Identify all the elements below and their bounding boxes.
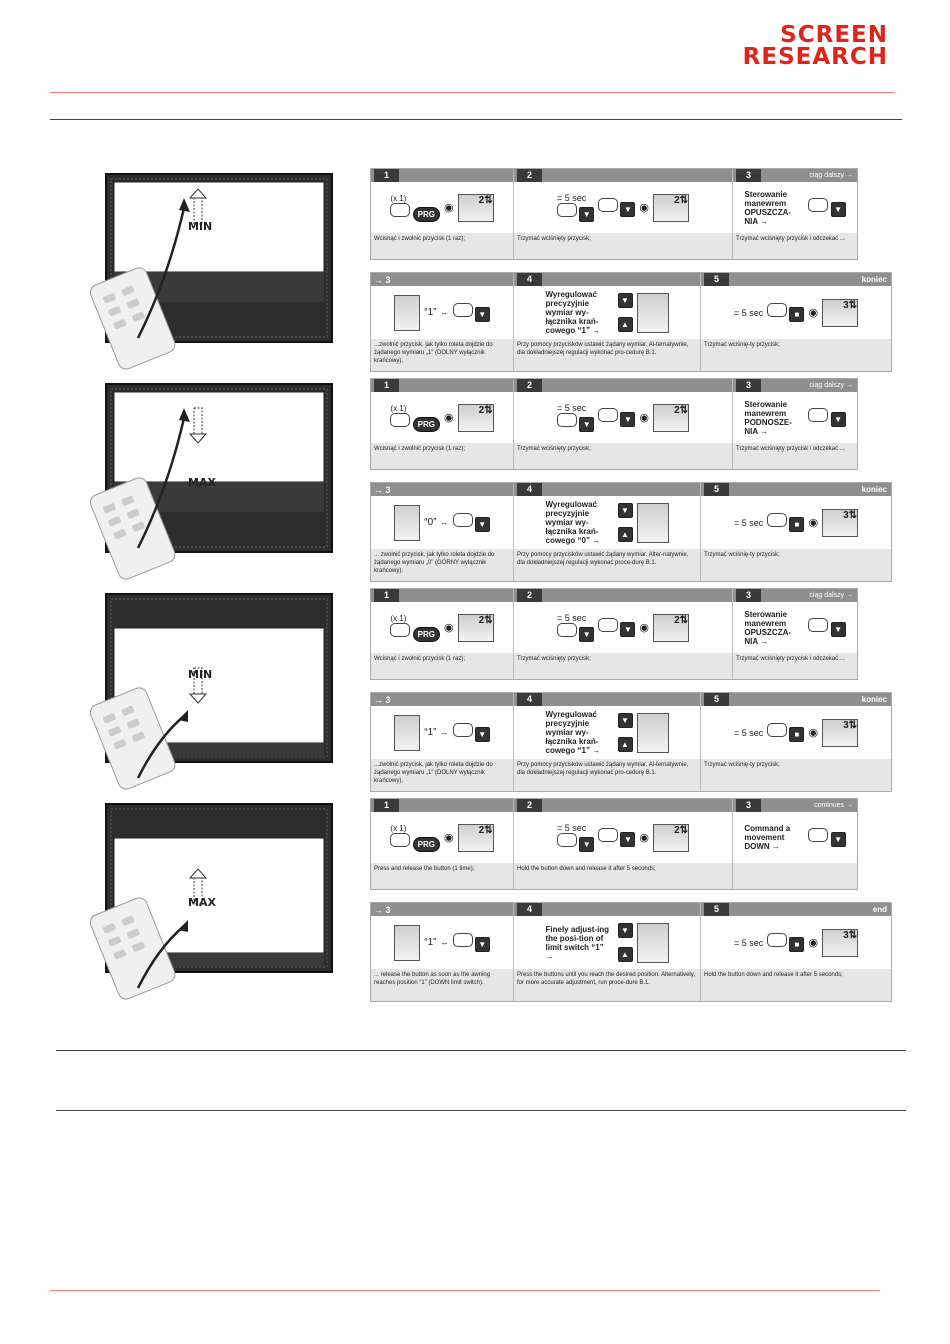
arrow-button-icon: ▼ bbox=[579, 627, 594, 642]
prg-button-icon: PRG bbox=[413, 417, 440, 432]
steps-3-5 bbox=[370, 272, 892, 372]
stop-button-icon: ■ bbox=[789, 937, 804, 952]
footer-divider bbox=[50, 1290, 880, 1291]
text-s5: 5 bbox=[704, 903, 729, 916]
steps-1-3 bbox=[370, 168, 858, 260]
text-tag2: Wyregulować precyzyjnie wymiar wy-łącznika krań-cowego “0” → bbox=[545, 500, 601, 545]
text-d0: ... release the button as soon as the awning reaches position “1” (DOWN limit switch). bbox=[371, 969, 513, 1001]
text-d1: Przy pomocy przycisków ustawić żądany wymiar. Alter-natywnie, dla dokładniejszej regulacji wykonać proce-durę B.1. bbox=[514, 549, 700, 581]
instruction-panel bbox=[370, 588, 892, 793]
text-d2: Trzymać wciśnię-ty przycisk; bbox=[701, 549, 891, 581]
text-x1: (x 1) bbox=[390, 823, 407, 833]
text-d2: Trzymać wciśnię-ty przycisk; bbox=[701, 759, 891, 791]
text-s3: 3 bbox=[736, 169, 761, 182]
text-c1: Trzymać wciśnięty przycisk; bbox=[514, 443, 732, 469]
text-x1: (x 1) bbox=[390, 613, 407, 623]
text-s0: → 3 bbox=[374, 484, 391, 495]
arrow-button-icon: ▼ bbox=[579, 417, 594, 432]
text-s1: 1 bbox=[374, 589, 399, 602]
text-c1: Hold the button down and release it after 5 seconds; bbox=[514, 863, 732, 889]
roller-icon bbox=[394, 715, 420, 751]
eye-icon: ◉ bbox=[639, 622, 650, 634]
eye-icon: ◉ bbox=[639, 832, 650, 844]
text-d0: ...zwolnić przycisk, jak tylko roleta dojdzie do żądanego wymiaru „1” (DOLNY wyłącznik krańcowy). bbox=[371, 759, 513, 791]
section-top-rule bbox=[50, 119, 902, 120]
text-pos: “1” bbox=[424, 307, 437, 318]
end-label: koniec bbox=[861, 485, 887, 494]
hand-icon bbox=[390, 623, 410, 637]
hand-icon bbox=[390, 413, 410, 427]
text-s0: → 3 bbox=[374, 694, 391, 705]
text-d0: ... zwolnić przycisk, jak tylko roleta dojdzie do żądanego wymiaru „0” (GÓRNY wyłącznik krańcowy). bbox=[371, 549, 513, 581]
step-2: 2 = 5 sec ▼ ▼ ◉ 2⇅ Trzymać wciśnięty przycisk; bbox=[514, 379, 733, 469]
continues-label: ciąg dalszy → bbox=[809, 172, 853, 179]
continues-label: continues → bbox=[814, 802, 853, 809]
end-label: end bbox=[872, 905, 887, 914]
text-s1: 1 bbox=[374, 379, 399, 392]
step-1 bbox=[371, 169, 514, 259]
blind-icon: 2⇅ bbox=[458, 614, 494, 642]
hand-icon bbox=[390, 833, 410, 847]
continues-label: ciąg dalszy → bbox=[809, 382, 853, 389]
step-2: 2 = 5 sec ▼ ▼ ◉ 2⇅ Trzymać wciśnięty przycisk; bbox=[514, 169, 733, 259]
text-c0: Wcisnąć i zwolnić przycisk (1 raz); bbox=[371, 653, 513, 679]
text-s5: 5 bbox=[704, 483, 729, 496]
step-5: 5 koniec = 5 sec ■ ◉ 3⇅ Trzymać wciśnię-ty przycisk; bbox=[701, 483, 891, 581]
stop-button-icon: ■ bbox=[789, 307, 804, 322]
text-c1: Trzymać wciśnięty przycisk; bbox=[514, 233, 732, 259]
text-c0: Wcisnąć i zwolnić przycisk (1 raz); bbox=[371, 233, 513, 259]
text-s1: 1 bbox=[374, 169, 399, 182]
step-3-continued: → 3 “1” ↔ ▼ ...zwolnić przycisk, jak tylko roleta dojdzie do żądanego wymiaru „1” (DOLNY wyłącznik krańcowy). bbox=[371, 693, 514, 791]
text-timer2: = 5 sec bbox=[733, 517, 764, 528]
text-s2: 2 bbox=[517, 799, 542, 812]
step-3-continued: → 3 “1” ↔ ▼ ...zwolnić przycisk, jak tylko roleta dojdzie do żądanego wymiaru „1” (DOLNY wyłącznik krańcowy). bbox=[371, 273, 514, 371]
text-c1: Trzymać wciśnięty przycisk; bbox=[514, 653, 732, 679]
steps-3-5 bbox=[370, 482, 892, 582]
step-5: 5 end = 5 sec ■ ◉ 3⇅ Hold the button down and release it after 5 seconds; bbox=[701, 903, 891, 1001]
screen-illustration bbox=[78, 378, 336, 583]
prg-button-icon: PRG bbox=[413, 837, 440, 852]
step-3-continued: → 3 “0” ↔ ▼ ... zwolnić przycisk, jak tylko roleta dojdzie do żądanego wymiaru „0” (GÓRNY wyłącznik krańcowy). bbox=[371, 483, 514, 581]
text-s5: 5 bbox=[704, 273, 729, 286]
text-tag2: Wyregulować precyzyjnie wymiar wy-łącznika krań-cowego “1” → bbox=[545, 710, 601, 755]
instruction-panel bbox=[370, 798, 892, 1003]
text-d2: Trzymać wciśnię-ty przycisk; bbox=[701, 339, 891, 371]
text-count2: 3⇅ bbox=[822, 299, 858, 327]
step-2: 2 = 5 sec ▼ ▼ ◉ 2⇅ Hold the button down and release it after 5 seconds; bbox=[514, 799, 733, 889]
text-tag2: Finely adjust-ing the posi-tion of limit switch “1” → bbox=[545, 924, 610, 961]
text-d1: Przy pomocy przycisków ustawić żądany wymiar. Al-ternatywnie, dla dokładniejszej regulacji wykonać pro-cedurę B.1. bbox=[514, 759, 700, 791]
step-1 bbox=[371, 379, 514, 469]
steps-1-3 bbox=[370, 798, 858, 890]
text-count2: 3⇅ bbox=[822, 719, 858, 747]
end-label: koniec bbox=[861, 695, 887, 704]
screen-illustration bbox=[78, 588, 336, 793]
timer-icon: = 5 sec bbox=[556, 823, 587, 833]
text-s3: 3 bbox=[736, 799, 761, 812]
continues-label: ciąg dalszy → bbox=[809, 592, 853, 599]
step-3: 3 ciąg dalszy → Sterowanie manewrem OPUSZCZA-NIA → ▼ Trzymać wciśnięty przycisk i odczekać ... bbox=[733, 169, 857, 259]
eye-icon: ◉ bbox=[443, 412, 454, 424]
text-s4: 4 bbox=[517, 483, 542, 496]
text-d1: Press the buttons until you reach the desired position. Alternatively, for more accurate adjustment, run proce-dure B.1. bbox=[514, 969, 700, 1001]
text-tag: Sterowanie manewrem OPUSZCZA-NIA → bbox=[744, 189, 792, 226]
instruction-panel bbox=[370, 168, 892, 373]
screen-position-label: MIN bbox=[188, 220, 213, 233]
text-tag: Sterowanie manewrem OPUSZCZA-NIA → bbox=[744, 609, 792, 646]
text-c2: Trzymać wciśnięty przycisk i odczekać ... bbox=[733, 653, 857, 679]
step-3: 3 ciąg dalszy → Sterowanie manewrem OPUSZCZA-NIA → ▼ Trzymać wciśnięty przycisk i odczekać ... bbox=[733, 589, 857, 679]
step-4: 4 Wyregulować precyzyjnie wymiar wy-łącznika krań-cowego “0” → ▼ ▲ Przy pomocy przycisków ustawić żądany wymiar. Alter-natywnie, dla dokładniejszej regulacji wykonać proce-durę B.1. bbox=[514, 483, 701, 581]
steps-1-3 bbox=[370, 588, 858, 680]
end-label: koniec bbox=[861, 275, 887, 284]
text-s2: 2 bbox=[517, 379, 542, 392]
text-s2: 2 bbox=[517, 169, 542, 182]
arrow-button-icon: ▼ bbox=[579, 207, 594, 222]
text-s0: → 3 bbox=[374, 904, 391, 915]
steps-3-5 bbox=[370, 692, 892, 792]
stop-button-icon: ■ bbox=[789, 727, 804, 742]
text-s3: 3 bbox=[736, 379, 761, 392]
blind-icon: 2⇅ bbox=[458, 194, 494, 222]
prg-button-icon: PRG bbox=[413, 207, 440, 222]
brand-logo bbox=[743, 24, 888, 68]
screen-position-label: MAX bbox=[188, 896, 216, 909]
text-timer2: = 5 sec bbox=[733, 937, 764, 948]
step-5: 5 koniec = 5 sec ■ ◉ 3⇅ Trzymać wciśnię-ty przycisk; bbox=[701, 693, 891, 791]
eye-icon: ◉ bbox=[443, 832, 454, 844]
section-rule-1 bbox=[56, 1050, 906, 1051]
text-c0: Wcisnąć i zwolnić przycisk (1 raz); bbox=[371, 443, 513, 469]
text-pos: “1” bbox=[424, 727, 437, 738]
stop-button-icon: ■ bbox=[789, 517, 804, 532]
text-d0: ...zwolnić przycisk, jak tylko roleta dojdzie do żądanego wymiaru „1” (DOLNY wyłącznik krańcowy). bbox=[371, 339, 513, 371]
text-s3: 3 bbox=[736, 589, 761, 602]
text-d1: Przy pomocy przycisków ustawić żądany wymiar. Al-ternatywnie, dla dokładniejszej regulacji wykonać pro-cedurę B.1. bbox=[514, 339, 700, 371]
text-s5: 5 bbox=[704, 693, 729, 706]
text-tag: Sterowanie manewrem PODNOSZE-NIA → bbox=[744, 399, 792, 436]
screen-position-label: MAX bbox=[188, 476, 216, 489]
steps-3-5 bbox=[370, 902, 892, 1002]
text-s0: → 3 bbox=[374, 274, 391, 285]
eye-icon: ◉ bbox=[443, 202, 454, 214]
text-tag: Command a movement DOWN → bbox=[744, 824, 791, 851]
instruction-panel bbox=[370, 378, 892, 583]
step-4: 4 Wyregulować precyzyjnie wymiar wy-łącznika krań-cowego “1” → ▼ ▲ Przy pomocy przycisków ustawić żądany wymiar. Al-ternatywnie, dla dokładniejszej regulacji wykonać pro-cedurę B.1. bbox=[514, 693, 701, 791]
step-1 bbox=[371, 799, 514, 889]
text-s2: 2 bbox=[517, 589, 542, 602]
roller-icon bbox=[394, 505, 420, 541]
steps-1-3 bbox=[370, 378, 858, 470]
text-x1: (x 1) bbox=[390, 403, 407, 413]
text-c2: Trzymać wciśnięty przycisk i odczekać ... bbox=[733, 233, 857, 259]
screen-illustration bbox=[78, 168, 336, 373]
arrow-button-icon: ▼ bbox=[579, 837, 594, 852]
text-c0: Press and release the button (1 time); bbox=[371, 863, 513, 889]
text-pos: “0” bbox=[424, 517, 437, 528]
text-c2 bbox=[733, 863, 857, 889]
section-rule-2 bbox=[56, 1110, 906, 1111]
screen-position-label: MIN bbox=[188, 668, 213, 681]
roller-icon bbox=[394, 925, 420, 961]
text-s1: 1 bbox=[374, 799, 399, 812]
blind-icon: 2⇅ bbox=[458, 824, 494, 852]
eye-icon: ◉ bbox=[639, 412, 650, 424]
step-1 bbox=[371, 589, 514, 679]
eye-icon: ◉ bbox=[443, 622, 454, 634]
text-x1: (x 1) bbox=[390, 193, 407, 203]
text-tag2: Wyregulować precyzyjnie wymiar wy-łącznika krań-cowego “1” → bbox=[545, 290, 601, 335]
timer-icon: = 5 sec bbox=[556, 613, 587, 623]
text-s4: 4 bbox=[517, 693, 542, 706]
step-3: 3 continues → Command a movement DOWN → ▼ bbox=[733, 799, 857, 889]
step-4: 4 Wyregulować precyzyjnie wymiar wy-łącznika krań-cowego “1” → ▼ ▲ Przy pomocy przycisków ustawić żądany wymiar. Al-ternatywnie, dla dokładniejszej regulacji wykonać pro-cedurę B.1. bbox=[514, 273, 701, 371]
step-5: 5 koniec = 5 sec ■ ◉ 3⇅ Trzymać wciśnię-ty przycisk; bbox=[701, 273, 891, 371]
step-4: 4 Finely adjust-ing the posi-tion of limit switch “1” → ▼ ▲ Press the buttons until you reach the desired position. Alternatively, for more accurate adjustment, run proce-dure B.1. bbox=[514, 903, 701, 1001]
brand-line2: RESEARCH bbox=[742, 44, 888, 70]
roller-icon bbox=[394, 295, 420, 331]
text-s4: 4 bbox=[517, 903, 542, 916]
screen-illustration bbox=[78, 798, 336, 1003]
text-c2: Trzymać wciśnięty przycisk i odczekać ... bbox=[733, 443, 857, 469]
text-pos: “1” bbox=[424, 937, 437, 948]
hand-icon bbox=[390, 203, 410, 217]
timer-icon: = 5 sec bbox=[556, 193, 587, 203]
blind-icon: 2⇅ bbox=[458, 404, 494, 432]
brand-line1: SCREEN bbox=[780, 22, 888, 48]
text-timer2: = 5 sec bbox=[733, 307, 764, 318]
text-d2: Hold the button down and release it after 5 seconds; bbox=[701, 969, 891, 1001]
prg-button-icon: PRG bbox=[413, 627, 440, 642]
text-timer2: = 5 sec bbox=[733, 727, 764, 738]
step-2: 2 = 5 sec ▼ ▼ ◉ 2⇅ Trzymać wciśnięty przycisk; bbox=[514, 589, 733, 679]
text-count2: 3⇅ bbox=[822, 509, 858, 537]
timer-icon: = 5 sec bbox=[556, 403, 587, 413]
eye-icon: ◉ bbox=[639, 202, 650, 214]
step-3-continued: → 3 “1” ↔ ▼ ... release the button as soon as the awning reaches position “1” (DOWN limit switch). bbox=[371, 903, 514, 1001]
text-s4: 4 bbox=[517, 273, 542, 286]
text-count2: 3⇅ bbox=[822, 929, 858, 957]
step-3: 3 ciąg dalszy → Sterowanie manewrem PODNOSZE-NIA → ▼ Trzymać wciśnięty przycisk i odczekać ... bbox=[733, 379, 857, 469]
header-divider bbox=[50, 92, 895, 93]
